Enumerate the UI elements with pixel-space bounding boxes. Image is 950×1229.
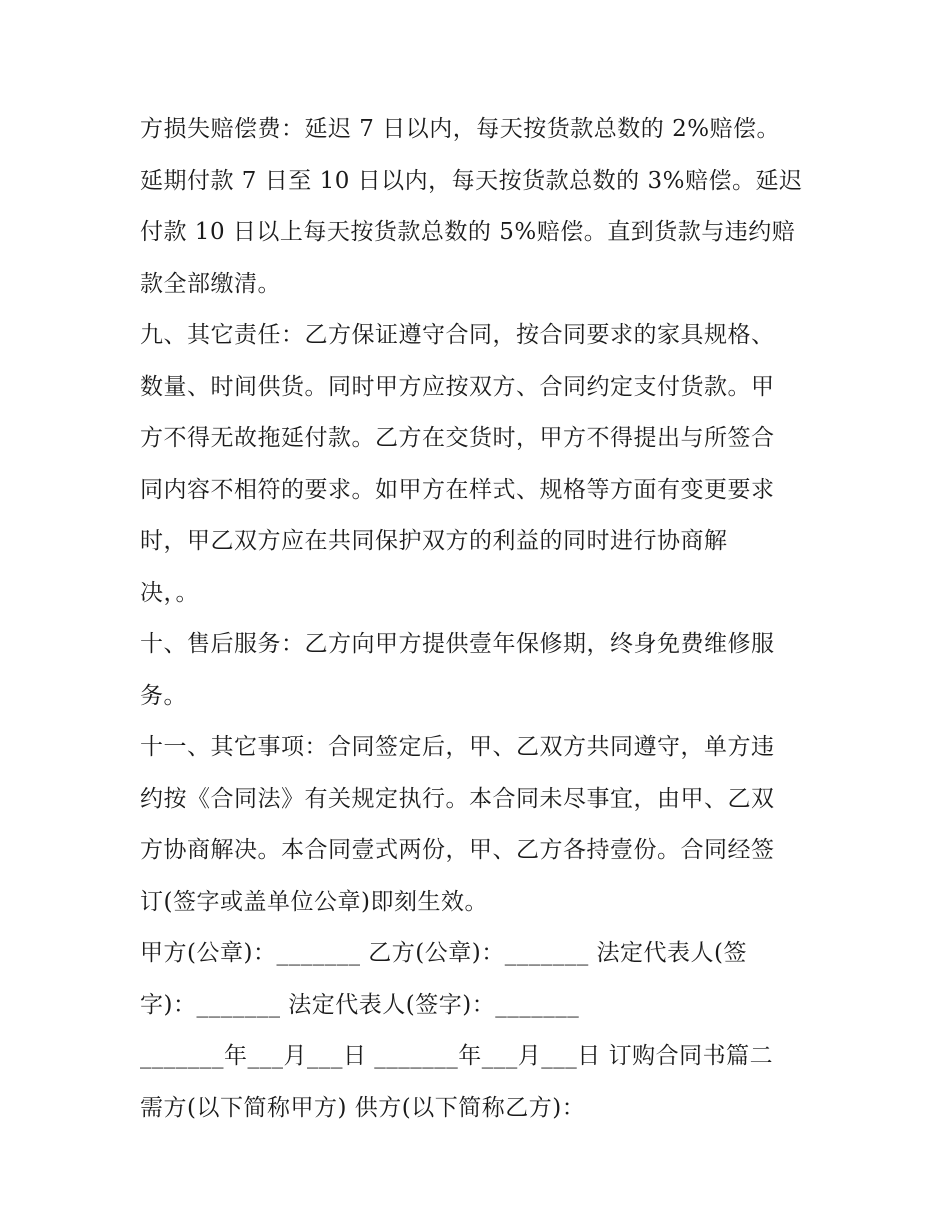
date-line: _______年___月___日 _______年___月___日 订购合同书篇二 xyxy=(140,1043,774,1069)
paragraph-line: 十一、其它事项：合同签定后，甲、乙双方共同遵守，单方违 xyxy=(140,734,775,760)
paragraph-line: 款全部缴清。 xyxy=(140,270,281,297)
signature-line: 甲方(公章)：_______ 乙方(公章)：_______ 法定代表人(签 xyxy=(140,940,747,966)
paragraph-line: 同内容不相符的要求。如甲方在样式、规格等方面有变更要求 xyxy=(140,476,775,503)
paragraph-line: 方不得无故拖延付款。乙方在交货时，甲方不得提出与所签合 xyxy=(140,425,775,451)
paragraph-line: 订(签字或盖单位公章)即刻生效。 xyxy=(140,888,488,915)
paragraph-line: 九、其它责任：乙方保证遵守合同，按合同要求的家具规格、 xyxy=(140,322,775,348)
paragraph-line: 约按《合同法》有关规定执行。本合同未尽事宜，由甲、乙双 xyxy=(140,785,775,812)
paragraph-line: 时，甲乙双方应在共同保护双方的利益的同时进行协商解 xyxy=(140,528,728,554)
paragraph-line: 付款 10 日以上每天按货款总数的 5%赔偿。直到货款与违约赔 xyxy=(140,219,796,245)
paragraph-line: 方损失赔偿费：延迟 7 日以内，每天按货款总数的 2%赔偿。 xyxy=(140,116,781,142)
paragraph-line: 决，。 xyxy=(140,579,199,606)
paragraph-line: 需方(以下简称甲方) 供方(以下简称乙方)： xyxy=(140,1094,586,1121)
paragraph-line: 数量、时间供货。同时甲方应按双方、合同约定支付货款。甲 xyxy=(140,373,775,400)
paragraph-line: 方协商解决。本合同壹式两份，甲、乙方各持壹份。合同经签 xyxy=(140,837,775,863)
paragraph-line: 延期付款 7 日至 10 日以内，每天按货款总数的 3%赔偿。延迟 xyxy=(140,167,803,194)
paragraph-line: 十、售后服务：乙方向甲方提供壹年保修期，终身免费维修服 xyxy=(140,631,775,657)
paragraph-line: 务。 xyxy=(140,682,187,709)
document-body xyxy=(140,104,820,1134)
signature-line: 字)：_______ 法定代表人(签字)：_______ xyxy=(140,991,580,1018)
